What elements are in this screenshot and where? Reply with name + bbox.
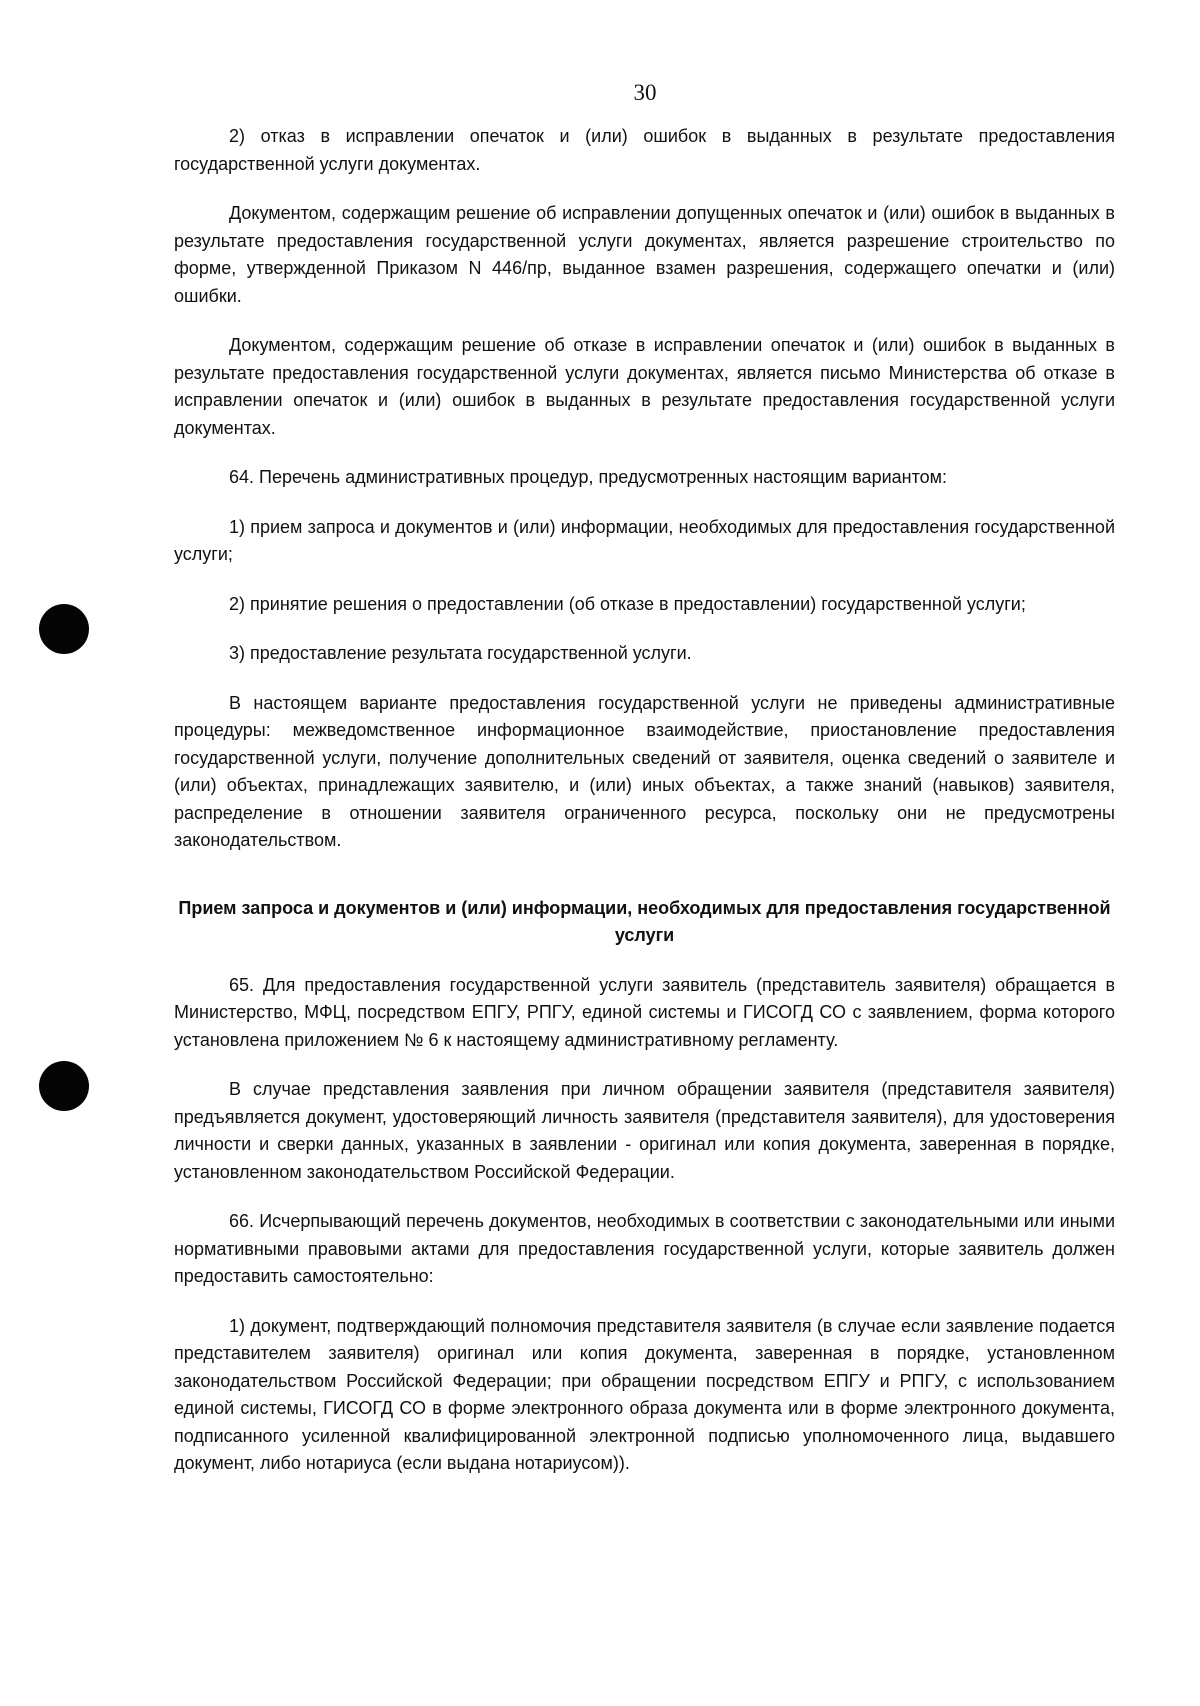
paragraph-authority-document: 1) документ, подтверждающий полномочия представителя заявителя (в случае если заявление подается представителем заявителя) оригинал или копия документа, заверенная в порядке, установленном законодательством Российской Федерации; при обращении посредством ЕПГУ и РПГУ, с использованием единой системы, ГИСОГД СО в форме электронного образа документа или в форме электронного документа, подписанного усиленной квалифицированной электронной подписью уполномоченного лица, выдавшего документ, либо нотариуса (если выдана нотариусом)).: [174, 1315, 1115, 1473]
paragraph-procedure-1: 1) прием запроса и документов и (или) информации, необходимых для предоставления государственной услуги;: [174, 516, 1115, 564]
paragraph-item-2-refusal: 2) отказ в исправлении опечаток и (или) ошибок в выданных в результате предоставления государственной услуги документах.: [174, 126, 1115, 174]
paragraph-identity-document: В случае представления заявления при личном обращении заявителя (представителя заявителя) предъявляется документ, удостоверяющий личность заявителя (представителя заявителя), для удостоверения личности и сверки данных, указанных в заявлении - оригинал или копия документа, заверенная в порядке, установленном законодательством Российской Федерации.: [174, 1079, 1115, 1182]
paragraph-correction-document: Документом, содержащим решение об исправлении допущенных опечаток и (или) ошибок в выданных в результате предоставления государственной услуги документах, является разрешение строительство по форме, утвержденной Приказом N 446/пр, выданное взамен разрешения, содержащего опечатки и (или) ошибки.: [174, 203, 1115, 306]
section-heading: Прием запроса и документов и (или) информации, необходимых для предоставления государственной услуги: [178, 897, 1111, 945]
binder-hole: [39, 604, 89, 654]
paragraph-64-procedures-list: 64. Перечень административных процедур, предусмотренных настоящим вариантом:: [229, 467, 948, 487]
paragraph-65-application: 65. Для предоставления государственной услуги заявитель (представитель заявителя) обращается в Министерство, МФЦ, посредством ЕПГУ, РПГУ, единой системы и ГИСОГД СО с заявлением, форма которого установлена приложением № 6 к настоящему административному регламенту.: [174, 974, 1115, 1050]
paragraph-procedure-2: 2) принятие решения о предоставлении (об отказе в предоставлении) государственной услуги;: [229, 593, 1026, 614]
paragraph-procedure-3: 3) предоставление результата государственной услуги.: [229, 643, 692, 663]
paragraph-66-documents-list: 66. Исчерпывающий перечень документов, необходимых в соответствии с законодательными или иными нормативными правовыми актами для предоставления государственной услуги, которые заявитель должен предоставить самостоятельно:: [174, 1211, 1115, 1286]
page-number: 30: [633, 80, 657, 105]
paragraph-refusal-document: Документом, содержащим решение об отказе в исправлении опечаток и (или) ошибок в выданных в результате предоставления государственной услуги документах, является письмо Министерства об отказе в исправлении опечаток и (или) ошибок в выданных в результате предоставления государственной услуги документах.: [174, 335, 1115, 438]
document-body: [174, 123, 1115, 1500]
paragraph-procedures-not-listed: В настоящем варианте предоставления государственной услуги не приведены административные процедуры: межведомственное информационное взаимодействие, приостановление предоставления государственной услуги, получение дополнительных сведений от заявителя, оценка сведений о заявителе и (или) объектах, принадлежащих заявителю, и (или) иных объектах, а также знаний (навыков) заявителя, распределение в отношении заявителя ограниченного ресурса, поскольку они не предусмотрены законодательством.: [174, 692, 1115, 850]
binder-hole: [39, 1061, 89, 1111]
